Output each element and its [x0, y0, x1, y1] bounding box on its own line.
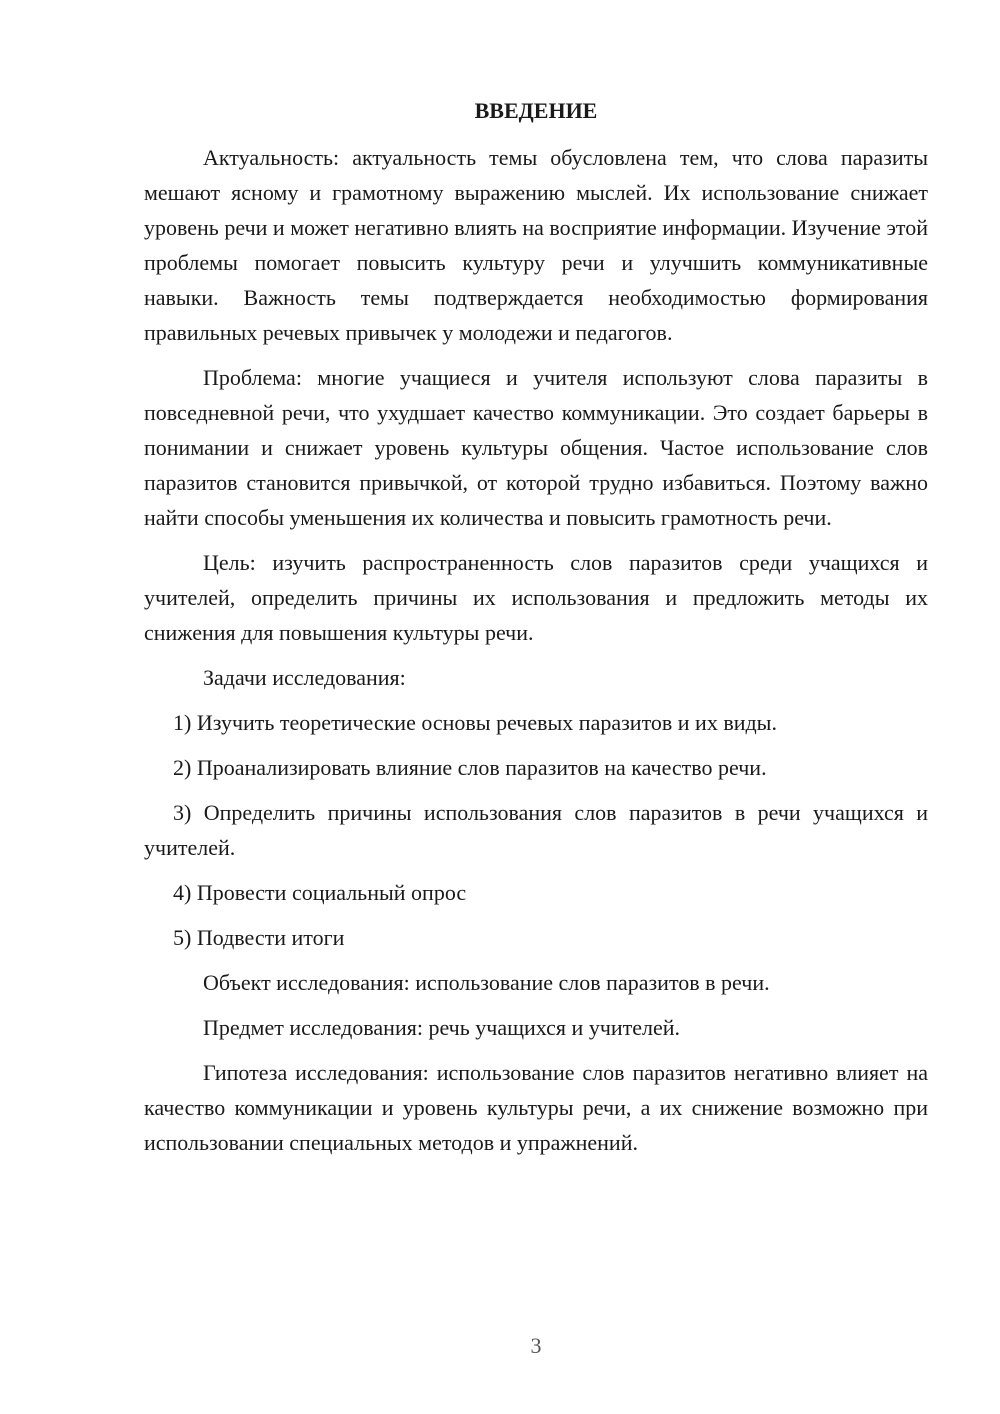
tasks-list	[144, 705, 928, 955]
list-item: 2) Проанализировать влияние слов паразитов на качество речи.	[173, 755, 767, 780]
section-heading: ВВЕДЕНИЕ	[474, 98, 598, 123]
document-body	[144, 96, 928, 1170]
paragraph-problem: Проблема: многие учащиеся и учителя используют слова паразиты в повседневной речи, что ухудшает качество коммуникации. Это создает барьеры в понимании и снижает уровень культуры общения. Частое использование слов паразитов становится привычкой, от которой трудно избавиться. Поэтому важно найти способы уменьшения их количества и повысить грамотность речи.	[144, 365, 928, 530]
list-item: 4) Провести социальный опрос	[173, 880, 467, 905]
paragraph-relevance: Актуальность: актуальность темы обусловлена тем, что слова паразиты мешают ясному и грамотному выражению мыслей. Их использование снижает уровень речи и может негативно влиять на восприятие информации. Изучение этой проблемы помогает повысить культуру речи и улучшить коммуникативные навыки. Важность темы подтверждается необходимостью формирования правильных речевых привычек у молодежи и педагогов.	[144, 145, 928, 345]
paragraph-hypothesis: Гипотеза исследования: использование слов паразитов негативно влияет на качество коммуникации и уровень культуры речи, а их снижение возможно при использовании специальных методов и упражнений.	[144, 1060, 928, 1155]
list-item: 1) Изучить теоретические основы речевых паразитов и их виды.	[173, 710, 777, 735]
paragraph-subject: Предмет исследования: речь учащихся и учителей.	[203, 1015, 681, 1040]
paragraph-object: Объект исследования: использование слов паразитов в речи.	[203, 970, 770, 995]
list-item: 5) Подвести итоги	[173, 925, 345, 950]
paragraph-goal: Цель: изучить распространенность слов паразитов среди учащихся и учителей, определить причины их использования и предложить методы их снижения для повышения культуры речи.	[144, 550, 928, 645]
page-number: 3	[530, 1333, 542, 1358]
list-item: 3) Определить причины использования слов паразитов в речи учащихся и учителей.	[144, 800, 928, 860]
tasks-heading: Задачи исследования:	[203, 665, 406, 690]
